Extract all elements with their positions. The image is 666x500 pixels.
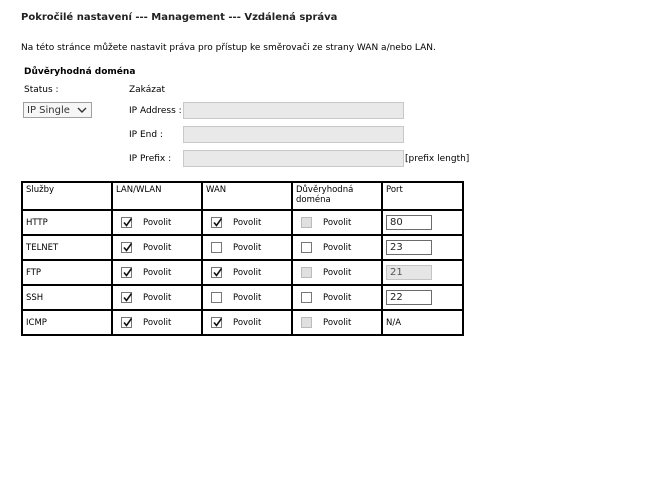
ip-end-label: IP End :: [129, 130, 163, 140]
lan-wlan-cell: [112, 210, 202, 235]
port-input: 21: [386, 265, 432, 280]
allow-label: Povolit: [233, 317, 262, 328]
trusted-domain-checkbox: [301, 317, 312, 328]
ip-end-input[interactable]: [183, 126, 404, 143]
table-row: [22, 310, 463, 335]
port-cell: [382, 235, 463, 260]
header-services: Služby: [22, 182, 112, 210]
allow-label: Povolit: [143, 317, 172, 328]
wan-checkbox[interactable]: [211, 317, 222, 328]
chevron-down-icon: [76, 105, 88, 115]
allow-label: Povolit: [143, 242, 172, 253]
table-row: [22, 210, 463, 235]
trusted-domain-checkbox: [301, 217, 312, 228]
port-cell: [382, 310, 463, 335]
wan-cell: [202, 210, 292, 235]
prefix-length-hint: [prefix length]: [405, 154, 470, 164]
allow-label: Povolit: [143, 217, 172, 228]
wan-cell: [202, 260, 292, 285]
wan-cell: [202, 235, 292, 260]
allow-label: Povolit: [143, 292, 172, 303]
port-cell: [382, 285, 463, 310]
wan-checkbox[interactable]: [211, 292, 222, 303]
ip-type-select[interactable]: [23, 102, 92, 118]
lan-wlan-checkbox[interactable]: [121, 217, 132, 228]
header-trusted-domain: Důvěryhodná doména: [292, 182, 382, 210]
table-row: [22, 285, 463, 310]
ip-type-select-value: IP Single: [27, 104, 70, 116]
trusted-domain-checkbox: [301, 267, 312, 278]
allow-label: Povolit: [323, 317, 352, 328]
allow-label: Povolit: [233, 217, 262, 228]
services-table: [21, 181, 464, 336]
port-cell: [382, 260, 463, 285]
trusted-domain-checkbox[interactable]: [301, 242, 312, 253]
service-name: FTP: [22, 260, 112, 285]
allow-label: Povolit: [323, 242, 352, 253]
trusted-domain-cell: [292, 310, 382, 335]
ip-prefix-input[interactable]: [183, 150, 404, 167]
trusted-domain-cell: [292, 285, 382, 310]
port-input[interactable]: 23: [386, 240, 432, 255]
port-cell: [382, 210, 463, 235]
wan-checkbox[interactable]: [211, 242, 222, 253]
lan-wlan-cell: [112, 235, 202, 260]
service-name: ICMP: [22, 310, 112, 335]
ip-address-input[interactable]: [183, 102, 404, 119]
header-port: Port: [382, 182, 463, 210]
service-name: SSH: [22, 285, 112, 310]
table-header-row: [22, 182, 463, 210]
lan-wlan-cell: [112, 260, 202, 285]
table-row: [22, 235, 463, 260]
service-name: HTTP: [22, 210, 112, 235]
trusted-domain-cell: [292, 260, 382, 285]
port-input[interactable]: 80: [386, 215, 432, 230]
status-value: Zakázat: [129, 85, 166, 95]
allow-label: Povolit: [323, 217, 352, 228]
port-input[interactable]: 22: [386, 290, 432, 305]
port-value: N/A: [386, 317, 402, 328]
status-label: Status :: [24, 85, 59, 95]
ip-prefix-label: IP Prefix :: [129, 154, 172, 164]
lan-wlan-cell: [112, 310, 202, 335]
lan-wlan-checkbox[interactable]: [121, 317, 132, 328]
wan-cell: [202, 285, 292, 310]
table-row: [22, 260, 463, 285]
allow-label: Povolit: [233, 267, 262, 278]
lan-wlan-checkbox[interactable]: [121, 242, 132, 253]
allow-label: Povolit: [323, 267, 352, 278]
allow-label: Povolit: [143, 267, 172, 278]
ip-address-label: IP Address :: [129, 106, 182, 116]
wan-checkbox[interactable]: [211, 217, 222, 228]
header-lan-wlan: LAN/WLAN: [112, 182, 202, 210]
allow-label: Povolit: [323, 292, 352, 303]
service-name: TELNET: [22, 235, 112, 260]
allow-label: Povolit: [233, 242, 262, 253]
allow-label: Povolit: [233, 292, 262, 303]
trusted-domain-cell: [292, 210, 382, 235]
page-title: Pokročilé nastavení --- Management --- Vzdálená správa: [21, 12, 338, 23]
trusted-domain-cell: [292, 235, 382, 260]
header-wan: WAN: [202, 182, 292, 210]
page-description: Na této stránce můžete nastavit práva pro přístup ke směrovači ze strany WAN a/nebo LAN.: [21, 43, 436, 53]
trusted-domain-checkbox[interactable]: [301, 292, 312, 303]
lan-wlan-checkbox[interactable]: [121, 292, 132, 303]
wan-cell: [202, 310, 292, 335]
lan-wlan-checkbox[interactable]: [121, 267, 132, 278]
wan-checkbox[interactable]: [211, 267, 222, 278]
lan-wlan-cell: [112, 285, 202, 310]
trusted-domain-title: Důvěryhodná doména: [24, 67, 136, 77]
